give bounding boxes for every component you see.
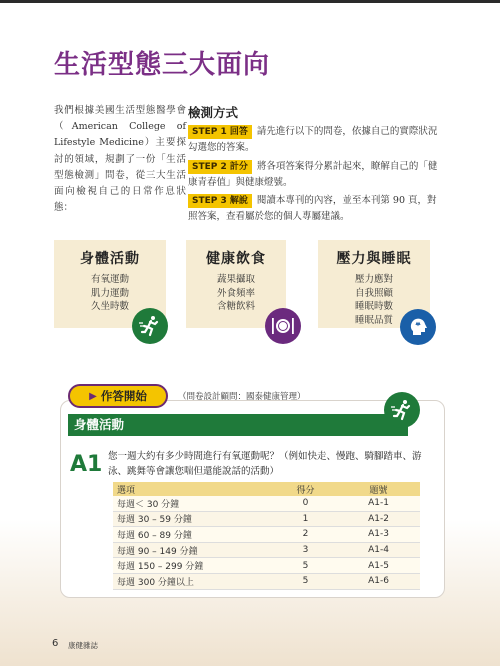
top-rule: [0, 0, 500, 3]
category-item: 含糖飲料: [216, 301, 255, 312]
option-score: 2: [274, 527, 337, 543]
step-3: [188, 193, 446, 226]
option-score: 5: [274, 573, 337, 589]
category-item: 自我照顧: [354, 287, 393, 299]
step-3-badge: STEP 3 解說: [188, 194, 252, 208]
category-title: 健康飲食: [206, 251, 266, 267]
category-item: 蔬果攝取: [216, 274, 255, 285]
category-items: [186, 273, 286, 314]
table-row[interactable]: [113, 573, 420, 589]
magazine-name: 康健雜誌: [68, 641, 98, 650]
option-label: 每週 60 – 89 分鐘: [113, 527, 274, 543]
step-1-badge: STEP 1 回答: [188, 125, 252, 139]
category-item: 睡眠時數: [354, 301, 393, 312]
category-title: 身體活動: [80, 251, 140, 267]
method-title: 檢測方式: [188, 105, 239, 120]
question-text: 您一週大約有多少時間進行有氧運動呢？（例如快走、慢跑、騎腳踏車、游泳、跳舞等會讓您喘但還能說話的活動）: [108, 451, 422, 477]
option-score: 1: [274, 511, 337, 527]
step-1: [188, 124, 446, 157]
table-row[interactable]: [113, 527, 420, 543]
page-number: 6: [52, 638, 59, 649]
option-code: A1-4: [337, 542, 420, 558]
section-header: 身體活動: [68, 414, 408, 436]
option-score: 5: [274, 558, 337, 574]
category-item: 外食頻率: [216, 287, 255, 299]
table-row[interactable]: [113, 511, 420, 527]
step-3-text: 閱讀本專刊的內容，並至本刊第 90 頁，對照答案，查看屬於您的個人專屬建議。: [188, 195, 437, 223]
step-2: [188, 159, 446, 192]
option-score: 0: [274, 496, 337, 511]
options-table: [113, 482, 420, 590]
column-header: 選項: [113, 482, 274, 496]
column-header: 題號: [337, 482, 420, 496]
running-person-icon: [384, 392, 420, 428]
category-item: 久坐時數: [90, 301, 129, 312]
option-code: A1-5: [337, 558, 420, 574]
question-number: A1: [70, 452, 103, 477]
category-item: 肌力運動: [90, 287, 129, 299]
option-code: A1-3: [337, 527, 420, 543]
plate-utensils-icon: [265, 308, 301, 344]
step-2-text: 將各項答案得分累計起來，瞭解自己的「健康青春值」與健康燈號。: [188, 160, 438, 188]
option-label: 每週 150 – 299 分鐘: [113, 558, 274, 574]
category-item: 壓力應對: [354, 274, 393, 285]
intro-paragraph: 我們根據美國生活型態醫學會（American College of Lifestyle Medicine）主要探討的領域，規劃了一份「生活型態檢測」問卷，從三大生活面向檢視自己的日常作息狀態：: [54, 105, 186, 214]
option-label: 每週＜ 30 分鐘: [113, 496, 274, 511]
option-code: A1-1: [337, 496, 420, 511]
advisor-note: （問卷設計顧問：國泰健康管理）: [178, 392, 306, 402]
table-row[interactable]: [113, 496, 420, 511]
category-item: 睡眠品質: [354, 314, 393, 326]
page-title: 生活型態三大面向: [54, 50, 271, 80]
play-icon: ▶: [89, 390, 97, 402]
option-label: 每週 300 分鐘以上: [113, 573, 274, 589]
head-stress-icon: [400, 309, 436, 345]
table-row[interactable]: [113, 542, 420, 558]
column-header: 得分: [274, 482, 337, 496]
table-row[interactable]: [113, 558, 420, 574]
option-code: A1-6: [337, 573, 420, 589]
table-header-row: [113, 482, 420, 496]
step-1-text: 請先進行以下的問卷，依據自己的實際狀況勾選您的答案。: [188, 126, 438, 154]
running-person-icon: [132, 308, 168, 344]
start-answer-badge: [68, 384, 168, 408]
method-section: [188, 103, 446, 228]
option-score: 3: [274, 542, 337, 558]
option-code: A1-2: [337, 511, 420, 527]
start-label: 作答開始: [100, 389, 147, 403]
option-label: 每週 30 – 59 分鐘: [113, 511, 274, 527]
step-2-badge: STEP 2 計分: [188, 160, 252, 174]
category-item: 有氧運動: [90, 274, 129, 285]
category-title: 壓力與睡眠: [336, 251, 412, 267]
option-label: 每週 90 – 149 分鐘: [113, 542, 274, 558]
